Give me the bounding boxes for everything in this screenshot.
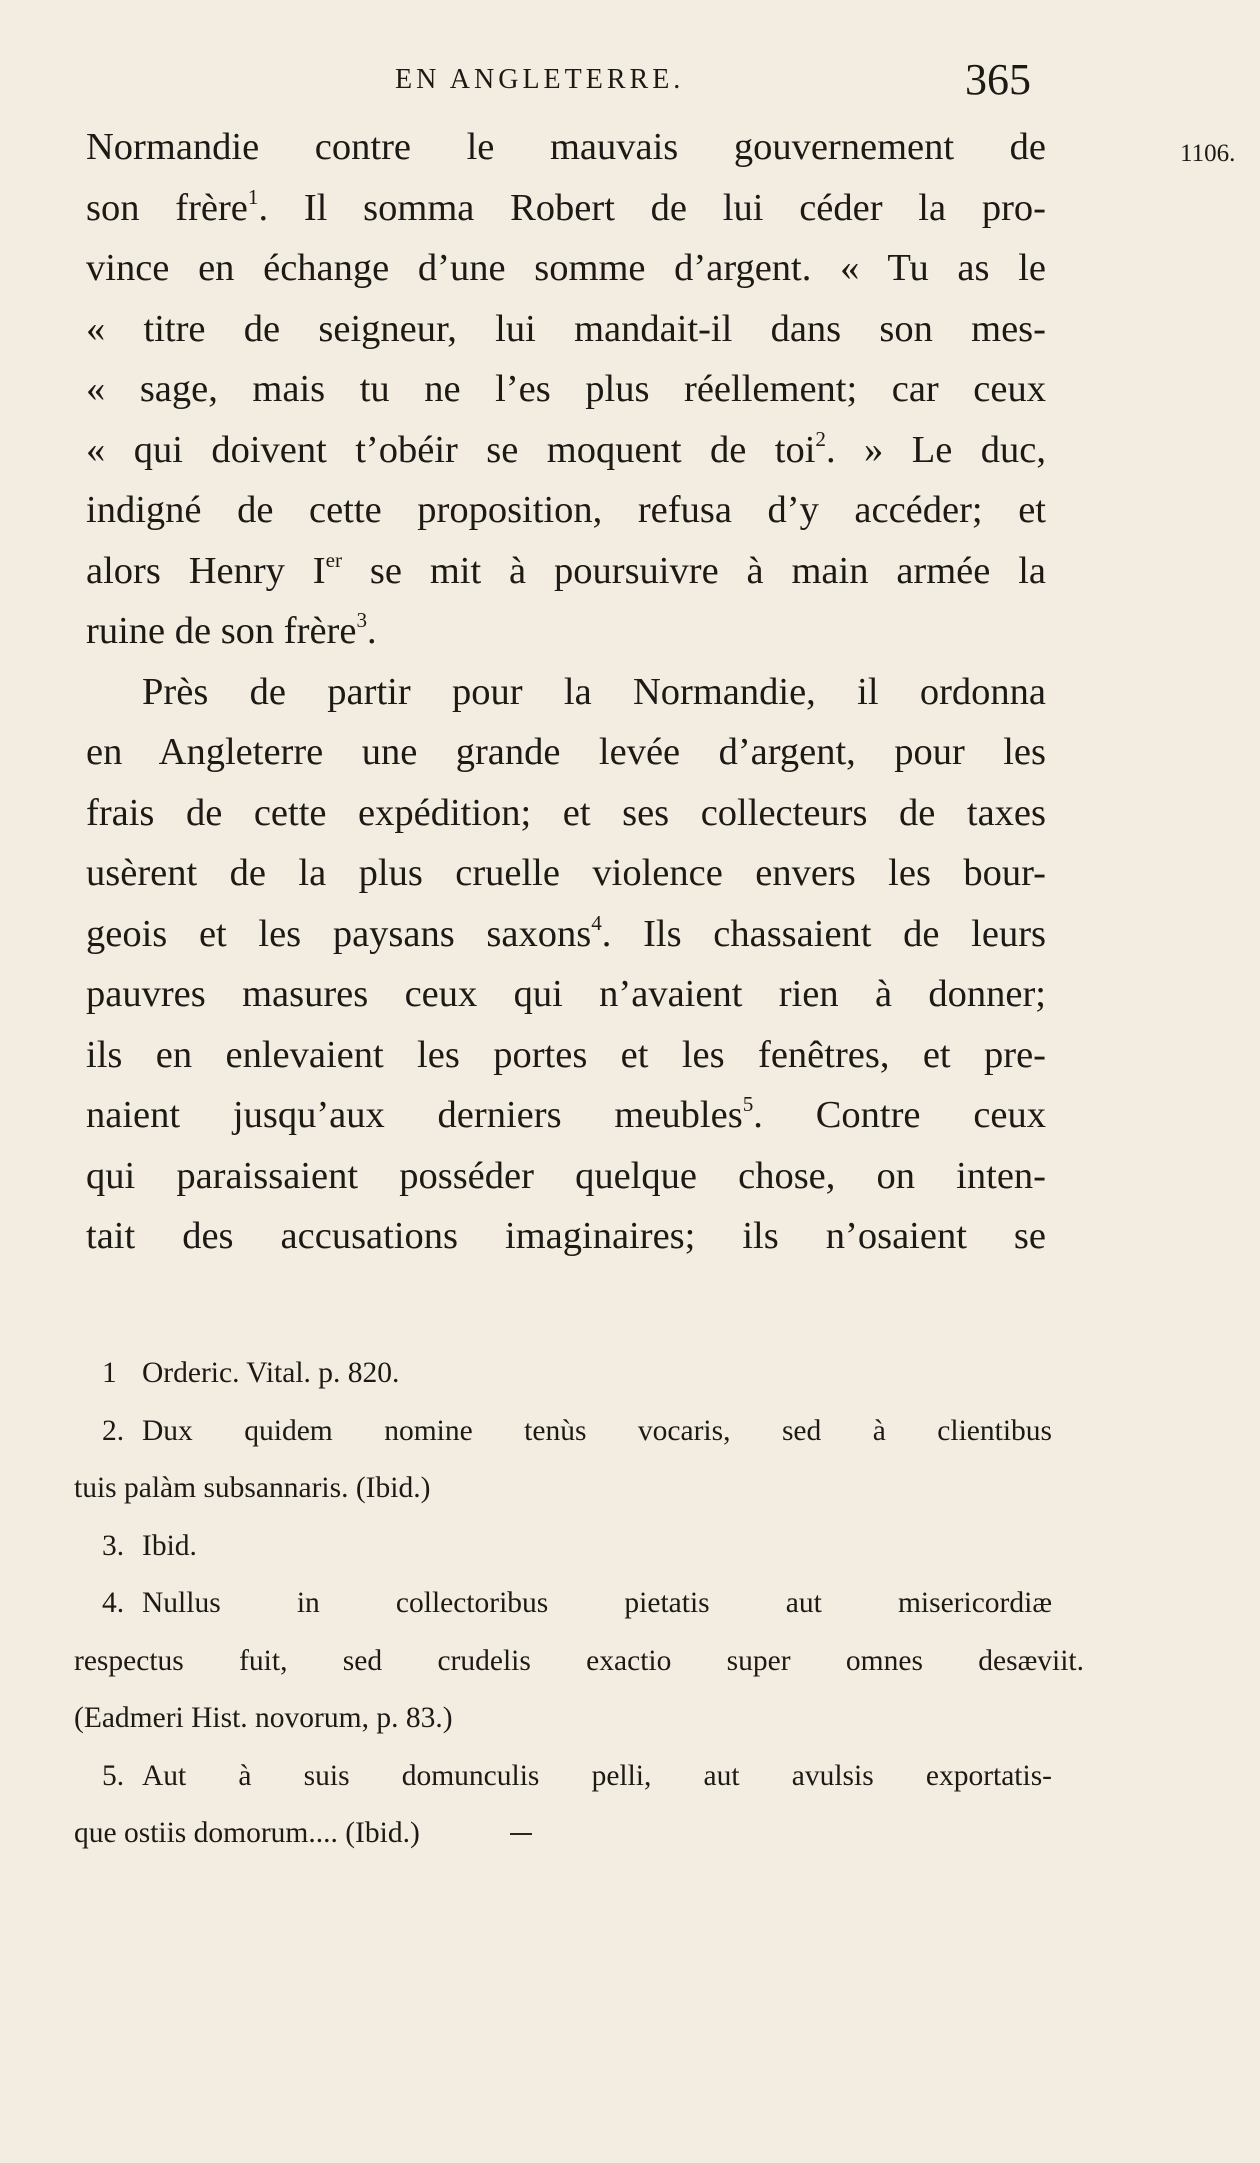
footnote-number: 1: [102, 1357, 117, 1389]
text-line: qui paraissaient posséder quelque chose, on inten-: [86, 1154, 1046, 1197]
footnote-ref: 2: [815, 426, 826, 451]
text-line: alors Henry Ier se mit à poursuivre à main armée la: [86, 547, 1047, 592]
text-line: vince en échange d’une somme d’argent. « Tu as le: [86, 247, 1046, 289]
text-line: ruine de son frère$^3$.: [86, 608, 377, 652]
text-line: « sage, mais tu ne l’es plus réellement; car ceux: [86, 368, 1046, 410]
paragraph-start-line: Près de partir pour la Normandie, il ordonna: [142, 670, 1046, 713]
footnotes: [74, 1345, 1084, 1863]
footnote-number: 3.: [102, 1529, 125, 1562]
text-line: « titre de seigneur, lui mandait-il dans son mes-: [86, 307, 1046, 350]
footnote-line: tuis palàm subsannaris. (Ibid.): [74, 1472, 431, 1504]
page-mark: [510, 1833, 532, 1835]
text-line: Normandie contre le mauvais gouvernement de: [86, 126, 1046, 168]
footnote-number: 2.: [102, 1414, 125, 1447]
footnote-ref: 3: [356, 608, 368, 633]
text-line: son frère$^1$. Il somma Robert de lui céder la pro-: [86, 184, 1046, 229]
text-line: pauvres masures ceux qui n’avaient rien à donner;: [86, 973, 1046, 1015]
footnote-line: (Eadmeri Hist. novorum, p. 83.): [74, 1702, 453, 1734]
text-line: frais de cette expédition; et ses collecteurs de taxes: [86, 791, 1046, 834]
footnote-2: 2. Dux quidem nomine tenùs vocaris, sed à clientibus: [102, 1403, 1052, 1461]
footnote-number: 4.: [102, 1587, 125, 1619]
text-line: tait des accusations imaginaires; ils n’osaient se: [86, 1215, 1046, 1257]
text-line: geois et les paysans saxons$^4$. Ils chassaient de leurs: [86, 910, 1047, 955]
ordinal-superscript: er: [325, 547, 343, 572]
text-line: en Angleterre une grande levée d’argent, pour les: [86, 731, 1046, 773]
footnote-ref: 5: [742, 1092, 754, 1117]
running-title: EN ANGLETERRE.: [395, 64, 685, 95]
body-text: [86, 117, 1046, 1267]
page-number: 365: [965, 55, 1031, 104]
footnote-number: 5.: [102, 1759, 125, 1792]
footnote-4: 4. Nullus in collectoribus pietatis aut misericordiæ: [102, 1575, 1052, 1633]
text-line: naient jusqu’aux derniers meubles$^5$. Contre ceux: [86, 1092, 1046, 1136]
footnote-5: 5. Aut à suis domunculis pelli, aut avulsis exportatis-: [102, 1748, 1052, 1806]
footnote-ref: 4: [591, 910, 602, 935]
footnote-3: 3. Ibid.: [102, 1518, 1052, 1576]
footnote-line: que ostiis domorum.... (Ibid.): [74, 1817, 420, 1849]
margin-date: 1106.: [1180, 140, 1236, 167]
text-line: indigné de cette proposition, refusa d’y accéder; et: [86, 489, 1046, 531]
text-line: usèrent de la plus cruelle violence envers les bour-: [86, 852, 1046, 894]
footnote-1: 1 Orderic. Vital. p. 820.: [102, 1345, 1052, 1403]
footnote-line: respectus fuit, sed crudelis exactio super omnes desæviit.: [74, 1644, 1084, 1677]
text-line: « qui doivent t’obéir se moquent de toi$^2$. » Le duc,: [86, 426, 1046, 471]
text-line: ils en enlevaient les portes et les fenêtres, et pre-: [86, 1033, 1046, 1076]
footnote-ref: 1: [247, 184, 259, 209]
